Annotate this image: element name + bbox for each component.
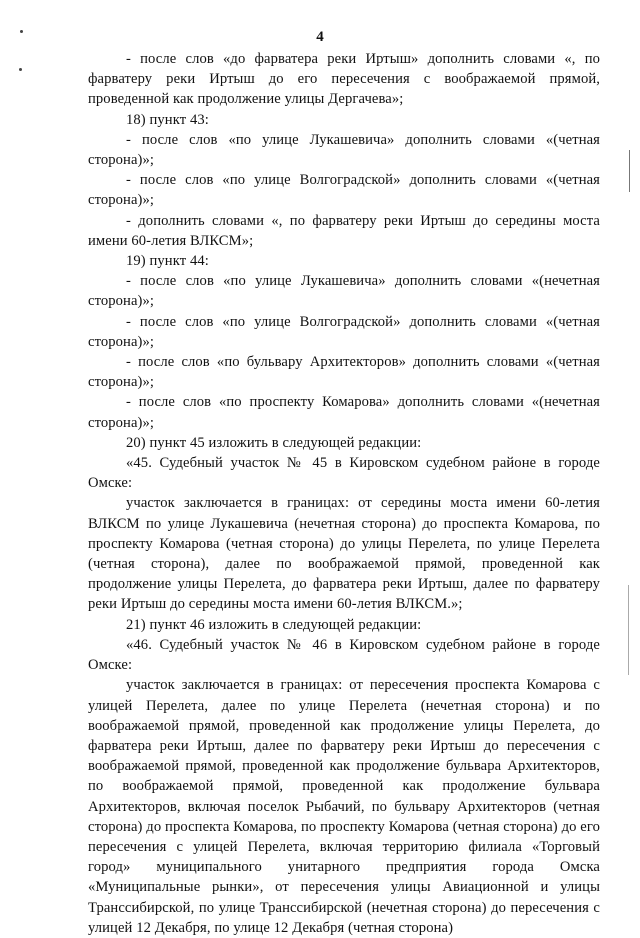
- paragraph: - после слов «по улице Волгоградской» дополнить словами «(четная сторона)»;: [88, 313, 600, 350]
- paragraph: 21) пункт 46 изложить в следующей редакции:: [126, 616, 422, 633]
- scan-mark-left-2: [19, 68, 22, 71]
- paragraph: 19) пункт 44:: [126, 253, 209, 270]
- paragraph: 20) пункт 45 изложить в следующей редакции:: [126, 434, 422, 451]
- paragraph: - после слов «по улице Лукашевича» дополнить словами «(четная сторона)»;: [88, 131, 600, 169]
- document-body: [88, 49, 600, 938]
- scan-mark-right-edge-2: [628, 585, 629, 675]
- paragraph: «45. Судебный участок № 45 в Кировском судебном районе в городе Омске:: [88, 455, 600, 492]
- paragraph: участок заключается в границах: от середины моста имени 60-летия ВЛКСМ по улице Лукашевича (нечетная сторона) до проспекта Комарова, по проспекту Комарова (четная сторона) до улицы Перелета, по улице Перелета (четная сторона), далее по воображаемой прямой, проведенной как продолжение улицы Перелета, до фарватера реки Иртыш, далее по фарватеру реки Иртыш до середины моста имени 60-летия ВЛКСМ.»;: [88, 495, 600, 613]
- paragraph: - после слов «по проспекту Комарова» дополнить словами «(нечетная сторона)»;: [88, 394, 600, 431]
- paragraph: - после слов «до фарватера реки Иртыш» дополнить словами «, по фарватеру реки Иртыш до его пересечения с воображаемой прямой, проведенной как продолжение улицы Дергачева»;: [88, 51, 600, 108]
- paragraph: участок заключается в границах: от пересечения проспекта Комарова с улицей Перелета, далее по улице Перелета (нечетная сторона) и по воображаемой прямой, проведенной как продолжение улицы Перелета, до фарватера реки Иртыш, далее по фарватеру реки Иртыш до пересечения с воображаемой прямой, проведенной как продолжение бульвара Архитекторов, по воображаемой прямой, проведенной как продолжение бульвара Архитекторов, включая поселок Рыбачий, по бульвару Архитекторов (четная сторона) до проспекта Комарова, по проспекту Комарова (четная сторона) до его пересечения с улицей Перелета, включая территорию филиала «Торговый город» муниципального унитарного предприятия города Омска «Муниципальные рынки», от пересечения улицы Авиационной и улицы Транссибирской, по улице Транссибирской (нечетная сторона) до пересечения с улицей 12 Декабря, по улице 12 Декабря (четная сторона): [88, 677, 600, 936]
- paragraph: 18) пункт 43:: [126, 111, 209, 128]
- page-number: 4: [316, 29, 324, 45]
- paragraph: - дополнить словами «, по фарватеру реки Иртыш до середины моста имени 60-летия ВЛКСМ»;: [88, 212, 600, 249]
- scan-mark-left-1: [20, 30, 23, 33]
- paragraph: - после слов «по улице Лукашевича» дополнить словами «(нечетная сторона)»;: [88, 273, 600, 310]
- paragraph: «46. Судебный участок № 46 в Кировском судебном районе в городе Омске:: [88, 636, 600, 674]
- paragraph: - после слов «по бульвару Архитекторов» дополнить словами «(четная сторона)»;: [88, 354, 600, 391]
- paragraph: - после слов «по улице Волгоградской» дополнить словами «(четная сторона)»;: [88, 172, 600, 209]
- scan-mark-right-edge: [629, 150, 630, 192]
